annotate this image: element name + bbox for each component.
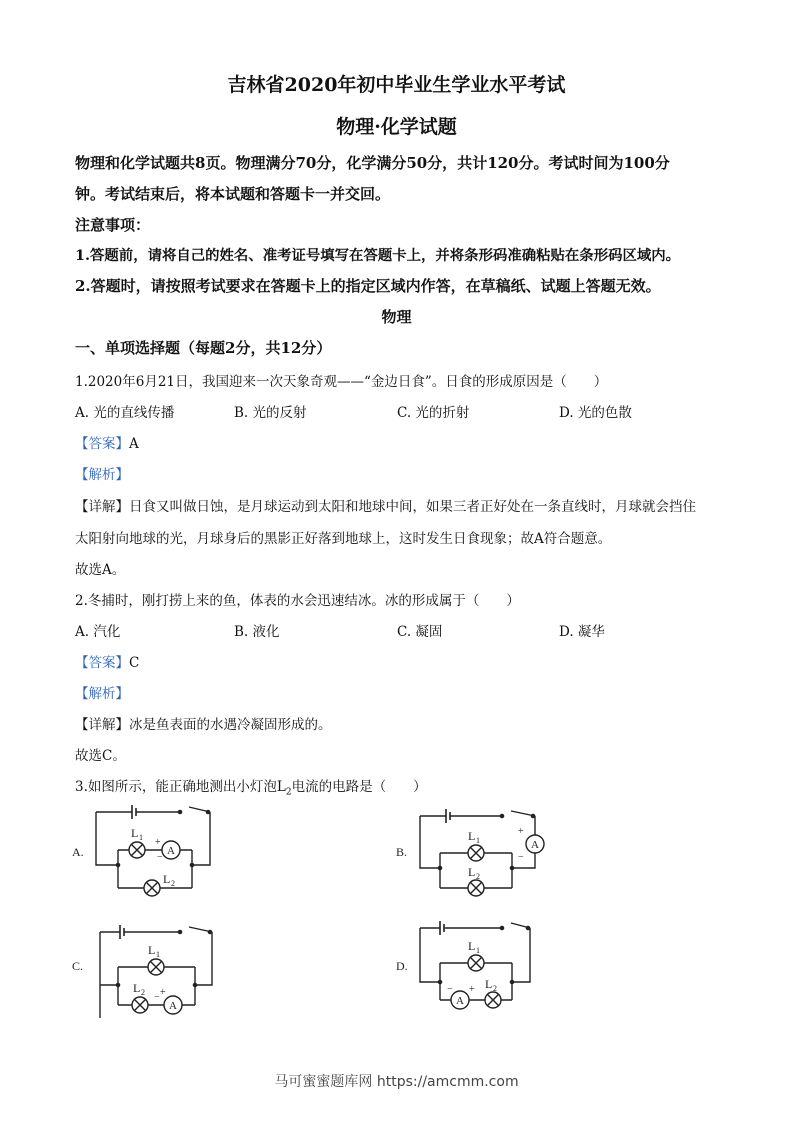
lamp-label: L — [131, 826, 139, 840]
lamp-label: L — [133, 981, 141, 995]
q1-detail-line-2: 太阳射向地球的光，月球身后的黑影正好落到地球上，这时发生日食现象；故A符合题意。 — [75, 531, 612, 547]
lamp-label-sub: 1 — [156, 950, 160, 959]
lamp-icon — [485, 992, 501, 1008]
detail-label: 【详解】 — [75, 499, 129, 515]
q2-stem: 2.冬捕时，刚打捞上来的鱼，体表的水会迅速结冰。冰的形成属于（ ） — [75, 593, 520, 609]
plus-sign: + — [160, 987, 166, 998]
section-subject: 物理 — [381, 308, 412, 326]
answer-label: 【答案】 — [75, 655, 129, 671]
circuit-a-label: A. — [72, 845, 84, 859]
exam-subtitle: 物理·化学试题 — [336, 116, 457, 138]
q1-option-d: D. 光的色散 — [559, 405, 632, 421]
ammeter-letter: A — [531, 839, 539, 851]
circuit-d-label: D. — [396, 959, 408, 973]
lamp-icon — [468, 845, 484, 861]
lamp-icon — [468, 955, 484, 971]
answer-value: C — [129, 655, 140, 671]
circuit-a — [96, 805, 210, 896]
lamp-label-sub: 2 — [476, 872, 480, 881]
minus-sign: − — [518, 852, 524, 863]
ammeter-letter: A — [456, 995, 464, 1007]
plus-sign: + — [518, 826, 524, 837]
lamp-icon — [144, 880, 160, 896]
minus-sign: − — [157, 852, 163, 863]
q3-stem-before: 3.如图所示，能正确地测出小灯泡L — [75, 779, 286, 795]
detail-label: 【详解】 — [75, 717, 129, 733]
q3-stem-after: 电流的电路是（ ） — [291, 779, 427, 795]
lamp-label: L — [468, 829, 476, 843]
lamp-icon — [148, 959, 164, 975]
detail-text: 冰是鱼表面的水遇冷凝固形成的。 — [129, 717, 332, 733]
exam-title: 吉林省2020年初中毕业生学业水平考试 — [227, 74, 566, 96]
lamp-label: L — [148, 943, 156, 957]
circuit-b-label: B. — [396, 845, 408, 859]
circuit-c — [100, 925, 212, 1018]
q2-option-a: A. 汽化 — [75, 624, 121, 640]
lamp-icon — [468, 880, 484, 896]
notes-heading: 注意事项： — [75, 216, 151, 234]
q3-stem-sub: 2 — [285, 787, 292, 798]
lamp-label-sub: 2 — [141, 988, 145, 997]
q2-option-d: D. 凝华 — [559, 624, 605, 640]
intro-line-1: 物理和化学试题共8页。物理满分70分，化学满分50分，共计120分。考试时间为100分 — [75, 154, 670, 172]
plus-sign: + — [155, 837, 161, 848]
lamp-label: L — [163, 872, 171, 886]
detail-text: 日食又叫做日蚀，是月球运动到太阳和地球中间，如果三者正好处在一条直线时，月球就会挡住 — [129, 499, 696, 515]
lamp-icon — [129, 842, 145, 858]
q1-option-c: C. 光的折射 — [397, 405, 470, 421]
lamp-label-sub: 1 — [476, 946, 480, 955]
plus-sign: + — [469, 984, 475, 995]
note-2: 2.答题时，请按照考试要求在答题卡上的指定区域内作答，在草稿纸、试题上答题无效。 — [75, 277, 661, 295]
q1-option-b: B. 光的反射 — [234, 405, 307, 421]
lamp-label: L — [468, 939, 476, 953]
lamp-label-sub: 2 — [493, 984, 497, 993]
minus-sign: − — [447, 984, 453, 995]
intro-line-2: 钟。考试结束后，将本试题和答题卡一并交回。 — [75, 185, 391, 203]
ammeter-letter: A — [169, 1000, 177, 1012]
circuit-d — [420, 921, 530, 1009]
q2-option-b: B. 液化 — [234, 624, 280, 640]
lamp-label-sub: 1 — [139, 833, 143, 842]
q1-conclusion: 故选A。 — [75, 562, 126, 578]
ammeter-letter: A — [167, 845, 175, 857]
q2-conclusion: 故选C。 — [75, 748, 126, 764]
minus-sign: − — [154, 992, 160, 1003]
answer-value: A — [129, 436, 139, 452]
section-heading: 一、单项选择题（每题2分，共12分） — [75, 339, 332, 357]
note-1: 1.答题前，请将自己的姓名、准考证号填写在答题卡上，并将条形码准确粘贴在条形码区域内。 — [75, 247, 681, 264]
q2-option-c: C. 凝固 — [397, 624, 443, 640]
lamp-label: L — [468, 865, 476, 879]
q1-stem: 1.2020年6月21日，我国迎来一次天象奇观——“金边日食”。日食的形成原因是（ ） — [75, 374, 608, 390]
q2-analysis-label: 【解析】 — [75, 686, 129, 702]
lamp-label-sub: 2 — [171, 879, 175, 888]
circuit-b — [420, 809, 544, 896]
lamp-label: L — [485, 977, 493, 991]
footer-watermark: 马可蜜蜜题库网 https://amcmm.com — [274, 1074, 519, 1090]
circuit-c-label: C. — [72, 959, 84, 973]
lamp-label-sub: 1 — [476, 836, 480, 845]
lamp-icon — [132, 997, 148, 1013]
answer-label: 【答案】 — [75, 436, 129, 452]
q1-analysis-label: 【解析】 — [75, 467, 129, 483]
q1-option-a: A. 光的直线传播 — [75, 405, 175, 421]
